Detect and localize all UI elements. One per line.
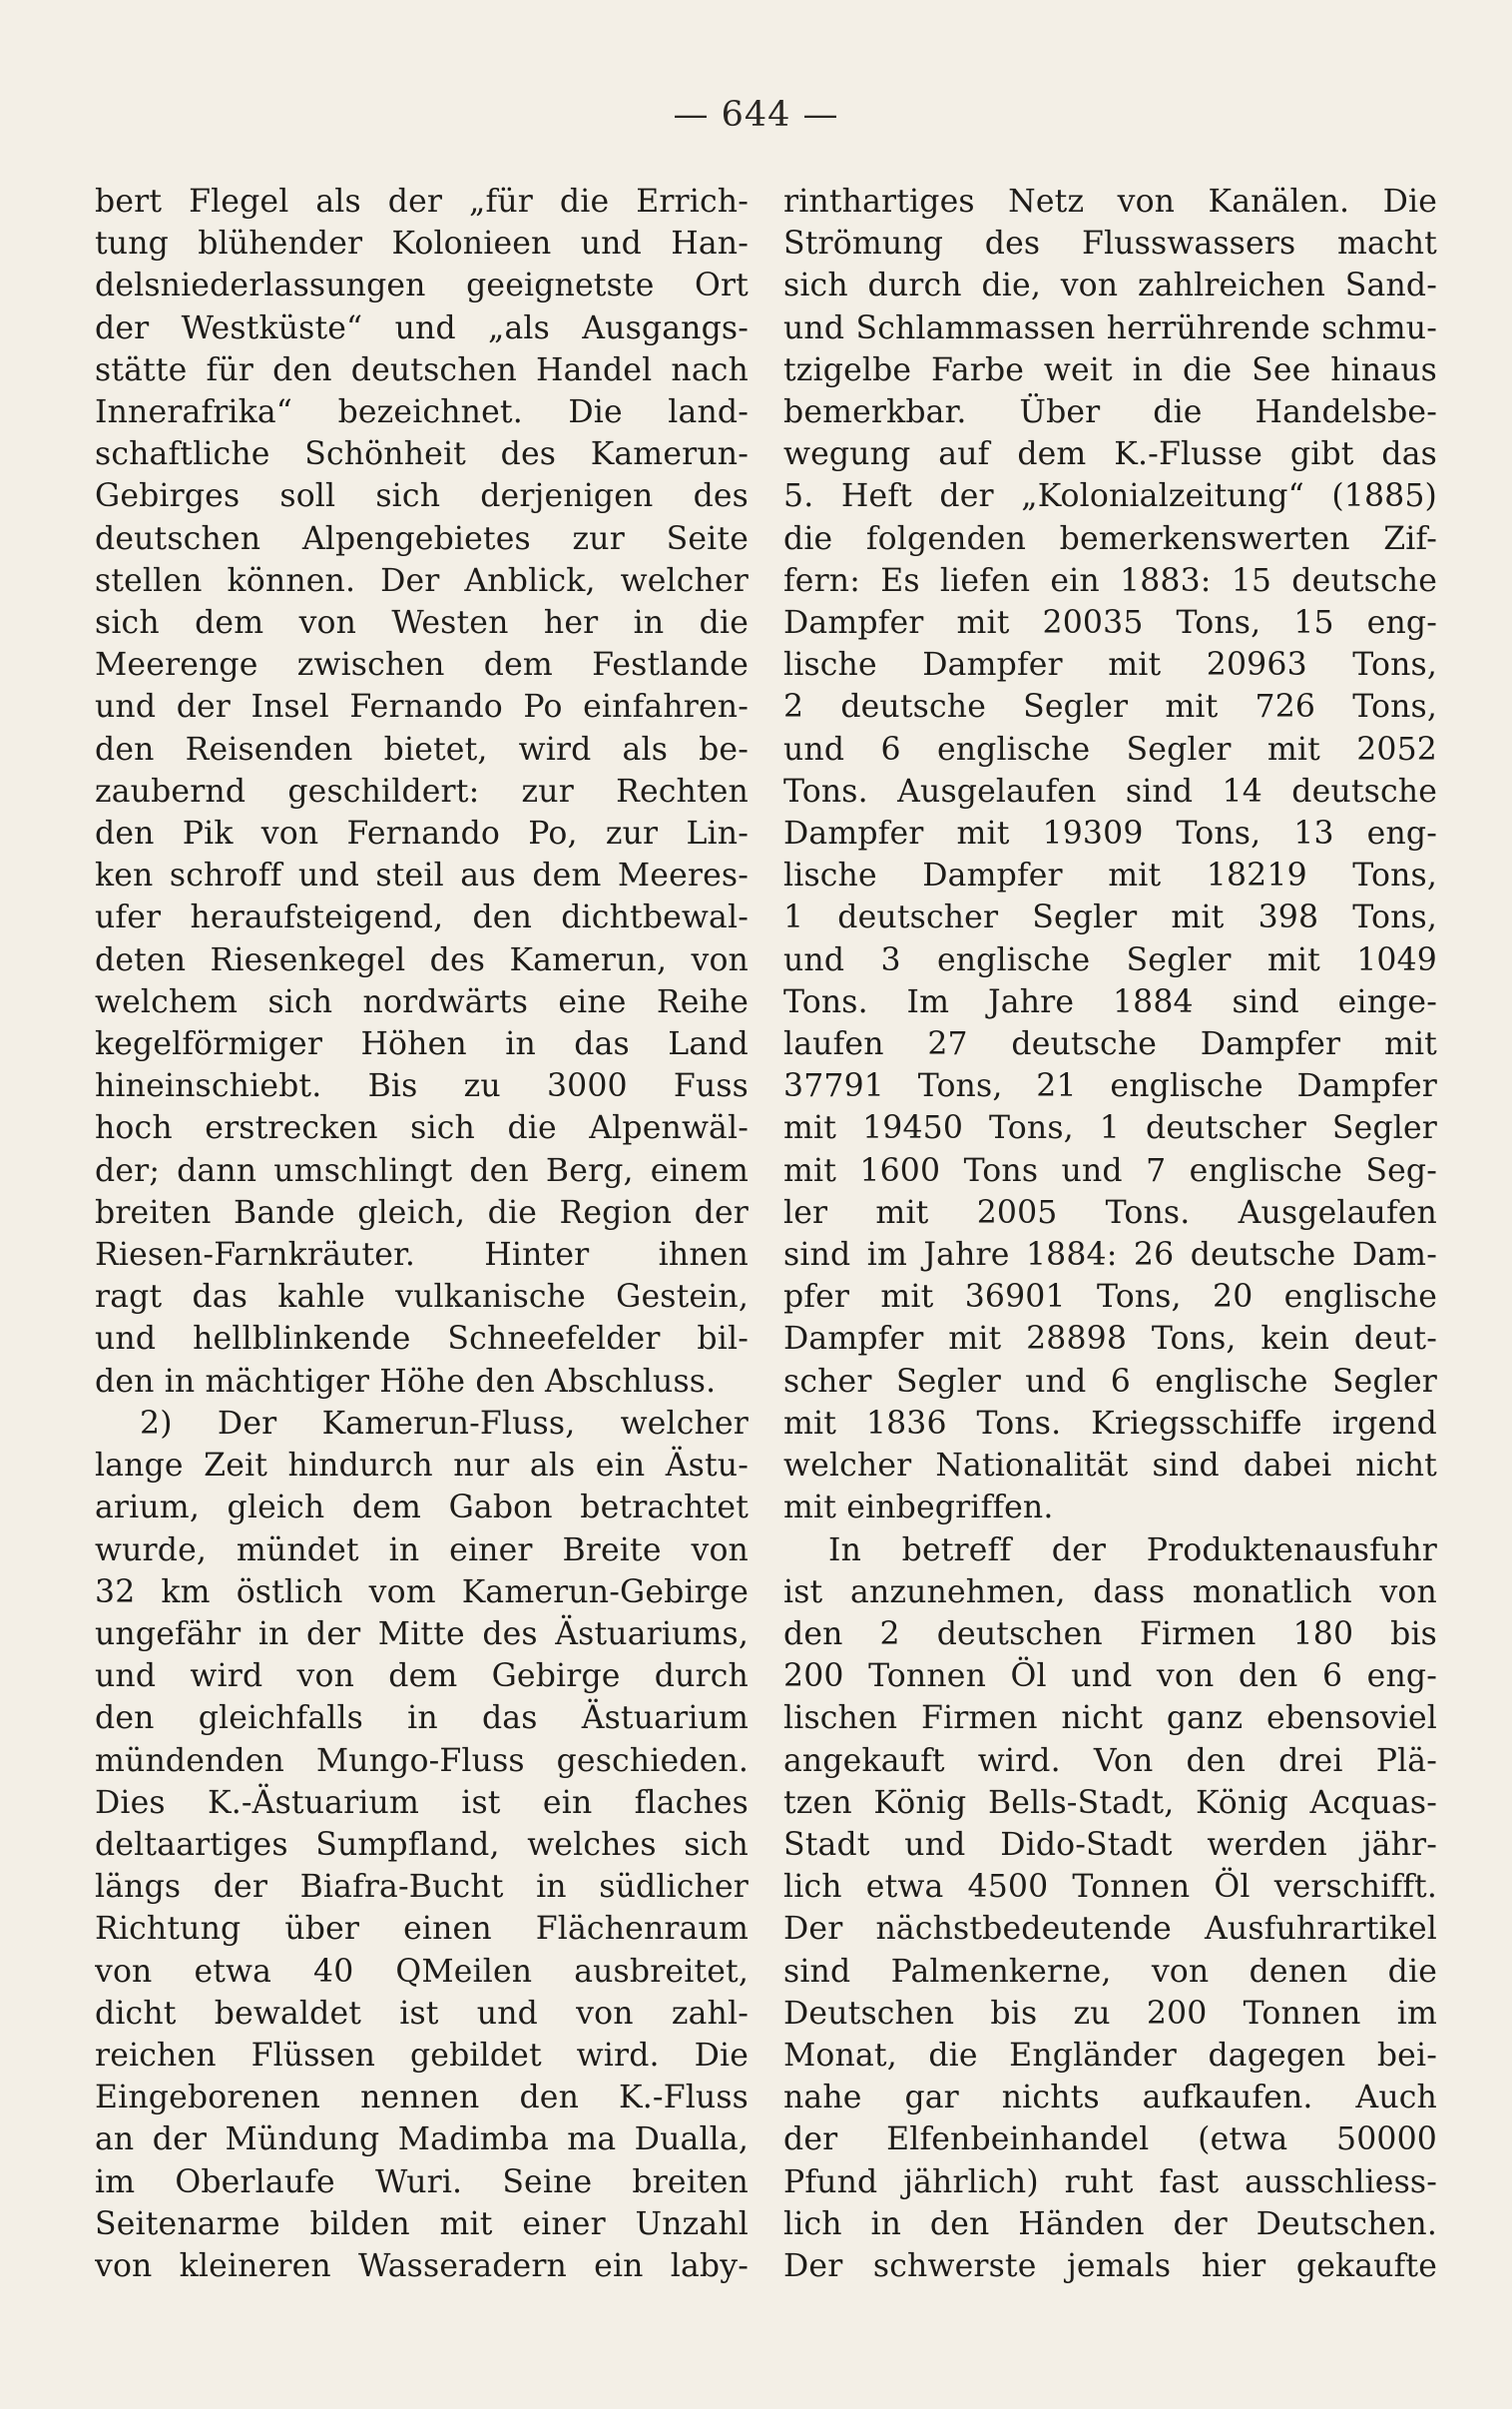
text-line: ragt das kahle vulkanische Gestein, — [95, 1279, 749, 1316]
text-line: deutschen Alpengebietes zur Seite — [95, 520, 749, 557]
text-line: und wird von dem Gebirge durch — [95, 1658, 749, 1695]
text-line: sich dem von Westen her in die — [95, 605, 749, 642]
text-line: 200 Tonnen Öl und von den 6 eng- — [783, 1658, 1437, 1695]
text-line: wurde, mündet in einer Breite von — [95, 1531, 749, 1568]
text-line: tung blühender Kolonieen und Han- — [95, 226, 749, 263]
text-line: ler mit 2005 Tons. Ausgelaufen — [783, 1194, 1437, 1231]
text-line: sich durch die, von zahlreichen Sand- — [783, 268, 1437, 304]
text-line: dicht bewaldet ist und von zahl- — [95, 1995, 749, 2032]
text-line: 32 km östlich vom Kamerun-Gebirge — [95, 1573, 749, 1610]
text-line: mit einbegriffen. — [783, 1490, 1054, 1526]
text-line: ungefähr in der Mitte des Ästuariums, — [95, 1615, 749, 1652]
text-line: 1 deutscher Segler mit 398 Tons, — [783, 900, 1437, 936]
text-line: angekauft wird. Von den drei Plä- — [783, 1742, 1437, 1779]
text-line: In betreff der Produktenausfuhr — [828, 1531, 1437, 1568]
text-line: mit 1600 Tons und 7 englische Seg- — [783, 1152, 1437, 1189]
text-line: Stadt und Dido-Stadt werden jähr- — [783, 1826, 1437, 1863]
text-line: Dies K.-Ästuarium ist ein flaches — [95, 1784, 749, 1821]
text-line: und Schlammassen herrührende schmu- — [783, 309, 1437, 346]
text-line: mit 19450 Tons, 1 deutscher Segler — [783, 1110, 1437, 1147]
text-line: Richtung über einen Flächenraum — [95, 1911, 749, 1948]
text-line: sind Palmenkerne, von denen die — [783, 1953, 1437, 1990]
text-line: Seitenarme bilden mit einer Unzahl — [95, 2205, 749, 2242]
text-line: den Pik von Fernando Po, zur Lin- — [95, 816, 749, 853]
text-line: ist anzunehmen, dass monatlich von — [783, 1573, 1437, 1610]
text-line: sind im Jahre 1884: 26 deutsche Dam- — [783, 1237, 1437, 1274]
text-line: pfer mit 36901 Tons, 20 englische — [783, 1279, 1437, 1316]
text-line: Strömung des Flusswassers macht — [783, 226, 1437, 263]
text-line: und 3 englische Segler mit 1049 — [783, 941, 1437, 978]
text-line: längs der Biafra-Bucht in südlicher — [95, 1869, 749, 1906]
text-line: bemerkbar. Über die Handelsbe- — [783, 394, 1437, 431]
text-line: Der nächstbedeutende Ausfuhrartikel — [783, 1911, 1437, 1948]
text-line: Innerafrika“ bezeichnet. Die land- — [95, 394, 749, 431]
text-line: Deutschen bis zu 200 Tonnen im — [783, 1995, 1437, 2032]
text-line: den 2 deutschen Firmen 180 bis — [783, 1615, 1437, 1652]
text-line: von etwa 40 QMeilen ausbreitet, — [95, 1953, 749, 1990]
text-line: deltaartiges Sumpfland, welches sich — [95, 1826, 749, 1863]
page-number: — 644 — — [673, 95, 839, 135]
text-line: den in mächtiger Höhe den Abschluss. — [95, 1363, 717, 1400]
text-line: bert Flegel als der „für die Errich- — [95, 184, 749, 220]
text-line: delsniederlassungen geeignetste Ort — [95, 268, 749, 304]
text-line: von kleineren Wasseradern ein laby- — [95, 2247, 749, 2284]
text-line: arium, gleich dem Gabon betrachtet — [95, 1490, 749, 1526]
text-line: stellen können. Der Anblick, welcher — [95, 562, 749, 599]
text-line: lange Zeit hindurch nur als ein Ästu- — [95, 1448, 749, 1485]
text-line: der Elfenbeinhandel (etwa 50000 — [783, 2121, 1437, 2158]
text-line: kegelförmiger Höhen in das Land — [95, 1026, 749, 1063]
text-line: Tons. Im Jahre 1884 sind einge- — [783, 983, 1437, 1020]
text-line: die folgenden bemerkenswerten Zif- — [783, 520, 1437, 557]
text-line: lischen Firmen nicht ganz ebensoviel — [783, 1700, 1437, 1737]
text-line: lich in den Händen der Deutschen. — [783, 2205, 1437, 2242]
text-line: hoch erstrecken sich die Alpenwäl- — [95, 1110, 749, 1147]
text-line: wegung auf dem K.-Flusse gibt das — [783, 436, 1437, 473]
text-line: breiten Bande gleich, die Region der — [95, 1194, 749, 1231]
text-line: lische Dampfer mit 20963 Tons, — [783, 647, 1437, 684]
text-line: ken schroff und steil aus dem Meeres- — [95, 858, 749, 895]
text-line: tzigelbe Farbe weit in die See hinaus — [783, 351, 1437, 388]
text-line: fern: Es liefen ein 1883: 15 deutsche — [783, 562, 1437, 599]
text-line: Dampfer mit 19309 Tons, 13 eng- — [783, 816, 1437, 853]
text-line: und hellblinkende Schneefelder bil- — [95, 1321, 749, 1358]
text-line: mit 1836 Tons. Kriegsschiffe irgend — [783, 1405, 1437, 1442]
text-line: Gebirges soll sich derjenigen des — [95, 478, 749, 515]
text-line: Meerenge zwischen dem Festlande — [95, 647, 749, 684]
text-line: an der Mündung Madimba ma Dualla, — [95, 2121, 749, 2158]
text-line: hineinschiebt. Bis zu 3000 Fuss — [95, 1068, 749, 1105]
text-line: Eingeborenen nennen den K.-Fluss — [95, 2080, 749, 2116]
right-text-column — [783, 181, 1437, 2287]
text-line: Riesen-Farnkräuter. Hinter ihnen — [95, 1237, 749, 1274]
text-line: rinthartiges Netz von Kanälen. Die — [783, 184, 1437, 220]
text-line: reichen Flüssen gebildet wird. Die — [95, 2037, 749, 2074]
text-line: Monat, die Engländer dagegen bei- — [783, 2037, 1437, 2074]
text-line: Tons. Ausgelaufen sind 14 deutsche — [783, 773, 1437, 810]
left-text-column — [95, 181, 749, 2287]
text-line: 2 deutsche Segler mit 726 Tons, — [783, 689, 1437, 726]
text-line: zaubernd geschildert: zur Rechten — [95, 773, 749, 810]
text-line: 37791 Tons, 21 englische Dampfer — [783, 1068, 1437, 1105]
text-line: ufer heraufsteigend, den dichtbewal- — [95, 900, 749, 936]
text-line: tzen König Bells-Stadt, König Acquas- — [783, 1784, 1437, 1821]
text-line: 2) Der Kamerun-Fluss, welcher — [140, 1405, 749, 1442]
text-line: mündenden Mungo-Fluss geschieden. — [95, 1742, 749, 1779]
text-line: lich etwa 4500 Tonnen Öl verschifft. — [783, 1869, 1437, 1906]
text-line: welchem sich nordwärts eine Reihe — [95, 983, 749, 1020]
text-line: den gleichfalls in das Ästuarium — [95, 1700, 749, 1737]
text-line: schaftliche Schönheit des Kamerun- — [95, 436, 749, 473]
text-line: 5. Heft der „Kolonialzeitung“ (1885) — [783, 478, 1437, 515]
text-line: welcher Nationalität sind dabei nicht — [783, 1448, 1437, 1485]
text-line: nahe gar nichts aufkaufen. Auch — [783, 2080, 1437, 2116]
text-line: scher Segler und 6 englische Segler — [783, 1363, 1437, 1400]
text-line: der Westküste“ und „als Ausgangs- — [95, 309, 749, 346]
text-line: im Oberlaufe Wuri. Seine breiten — [95, 2163, 749, 2200]
text-line: Dampfer mit 20035 Tons, 15 eng- — [783, 605, 1437, 642]
text-line: laufen 27 deutsche Dampfer mit — [783, 1026, 1437, 1063]
text-line: stätte für den deutschen Handel nach — [95, 351, 749, 388]
text-line: und 6 englische Segler mit 2052 — [783, 731, 1437, 768]
text-line: Der schwerste jemals hier gekaufte — [783, 2247, 1437, 2284]
text-line: Pfund jährlich) ruht fast ausschliess- — [783, 2163, 1437, 2200]
text-line: Dampfer mit 28898 Tons, kein deut- — [783, 1321, 1437, 1358]
text-line: der; dann umschlingt den Berg, einem — [95, 1152, 749, 1189]
text-line: deten Riesenkegel des Kamerun, von — [95, 941, 749, 978]
text-line: lische Dampfer mit 18219 Tons, — [783, 858, 1437, 895]
text-line: den Reisenden bietet, wird als be- — [95, 731, 749, 768]
text-line: und der Insel Fernando Po einfahren- — [95, 689, 749, 726]
